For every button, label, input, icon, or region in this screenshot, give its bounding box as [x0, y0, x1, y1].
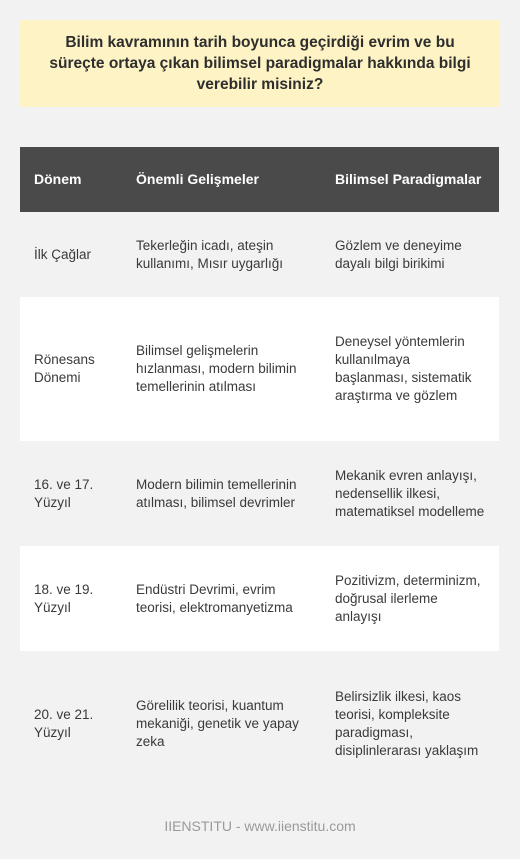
- table-row: [20, 297, 499, 441]
- cell-developments: Tekerleğin icadı, ateşin kullanımı, Mısır uygarlığı: [122, 212, 321, 297]
- header-donem: Dönem: [20, 147, 122, 212]
- table-row: [20, 546, 499, 651]
- cell-paradigms: Pozitivizm, determinizm, doğrusal ilerleme anlayışı: [321, 546, 499, 651]
- cell-paradigms: Mekanik evren anlayışı, nedensellik ilkesi, matematiksel modelleme: [321, 441, 499, 546]
- table-row: [20, 441, 499, 546]
- cell-developments: Modern bilimin temellerinin atılması, bilimsel devrimler: [122, 441, 321, 546]
- cell-developments: Görelilik teorisi, kuantum mekaniği, genetik ve yapay zeka: [122, 651, 321, 796]
- header-paradigmalar: Bilimsel Paradigmalar: [321, 147, 499, 212]
- cell-period: Rönesans Dönemi: [20, 297, 122, 441]
- cell-paradigms: Belirsizlik ilkesi, kaos teorisi, kompleksite paradigması, disiplinlerarası yaklaşım: [321, 651, 499, 796]
- cell-developments: Endüstri Devrimi, evrim teorisi, elektromanyetizma: [122, 546, 321, 651]
- question-box: [20, 20, 500, 107]
- cell-period: 16. ve 17. Yüzyıl: [20, 441, 122, 546]
- table-row: [20, 212, 499, 297]
- info-table: [20, 147, 499, 796]
- question-text: Bilim kavramının tarih boyunca geçirdiği evrim ve bu süreçte ortaya çıkan bilimsel paradigmalar hakkında bilgi verebilir misiniz?: [49, 34, 471, 93]
- cell-period: 18. ve 19. Yüzyıl: [20, 546, 122, 651]
- table-row: [20, 651, 499, 796]
- cell-period: 20. ve 21. Yüzyıl: [20, 651, 122, 796]
- cell-period: İlk Çağlar: [20, 212, 122, 297]
- table-header-row: [20, 147, 499, 212]
- cell-paradigms: Deneysel yöntemlerin kullanılmaya başlanması, sistematik araştırma ve gözlem: [321, 297, 499, 441]
- cell-paradigms: Gözlem ve deneyime dayalı bilgi birikimi: [321, 212, 499, 297]
- header-gelismeler: Önemli Gelişmeler: [122, 147, 321, 212]
- cell-developments: Bilimsel gelişmelerin hızlanması, modern bilimin temellerinin atılması: [122, 297, 321, 441]
- footer-credit: IIENSTITU - www.iienstitu.com: [164, 818, 356, 834]
